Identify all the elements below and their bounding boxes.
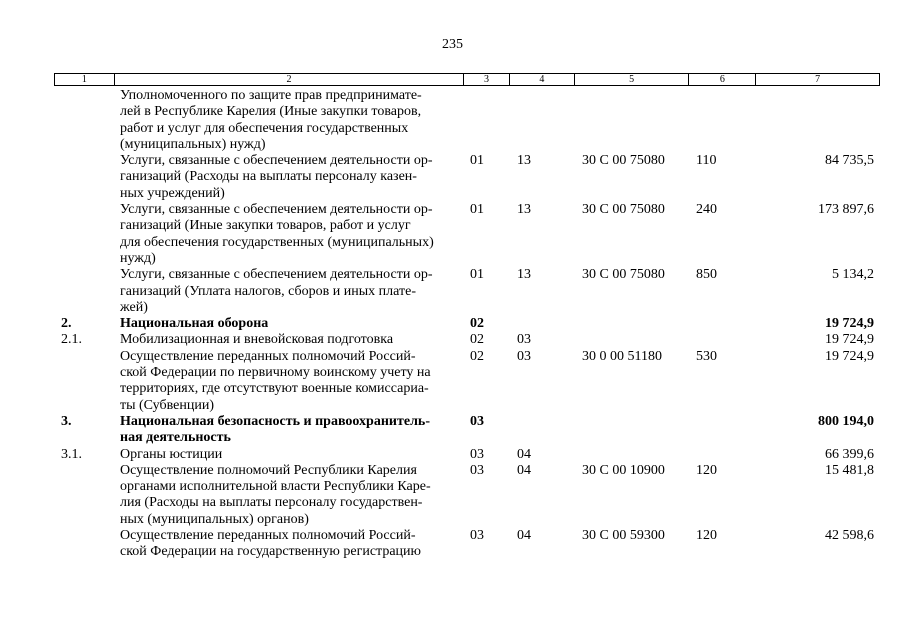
row-subsection-code: [510, 316, 575, 332]
row-expense-type-code: [690, 414, 757, 447]
row-number: [54, 528, 114, 561]
column-header-1: 1: [55, 74, 115, 85]
row-expense-type-code: [690, 88, 757, 153]
column-header-row: [54, 73, 880, 86]
row-target-code: 30 С 00 75080: [582, 153, 665, 169]
row-expense-type-code: 120: [696, 528, 717, 544]
row-subsection-code: 04: [517, 446, 531, 462]
row-name: Мобилизационная и вневойсковая подготовка: [120, 332, 394, 348]
row-target-code: [575, 447, 690, 463]
row-section-code: 02: [470, 348, 484, 364]
row-amount: 800 194,0: [818, 413, 874, 429]
row-amount: 42 598,6: [825, 528, 874, 544]
row-amount: 19 724,9: [825, 316, 874, 332]
row-section-code: 01: [470, 153, 484, 169]
row-section-code: 02: [470, 332, 484, 348]
row-section-code: 03: [470, 446, 484, 462]
table-row: [54, 88, 880, 153]
row-target-code: 30 0 00 51180: [582, 348, 662, 364]
row-section-code: 03: [470, 462, 484, 478]
row-subsection-code: [510, 414, 575, 447]
row-expense-type-code: [690, 447, 757, 463]
row-name: Органы юстиции: [120, 446, 223, 462]
table-row: [54, 447, 880, 463]
row-number: [54, 88, 114, 153]
row-name: Услуги, связанные с обеспечением деятельности ор- ганизаций (Расходы на выплаты персоналу казен- ных учреждений): [120, 153, 433, 201]
row-subsection-code: 04: [517, 462, 531, 478]
row-subsection-code: 03: [517, 332, 531, 348]
column-header-5: 5: [575, 74, 690, 85]
row-target-code: [575, 88, 690, 153]
row-amount: [757, 88, 880, 153]
row-expense-type-code: 850: [696, 267, 717, 283]
column-header-4: 4: [510, 74, 575, 85]
row-section-code: 02: [470, 316, 484, 332]
row-expense-type-code: 120: [696, 462, 717, 478]
row-target-code: 30 С 00 59300: [582, 528, 665, 544]
row-expense-type-code: 110: [696, 153, 717, 169]
row-section-code: 01: [470, 202, 484, 218]
row-name: Национальная оборона: [120, 316, 269, 332]
row-name: Осуществление полномочий Республики Карелия органами исполнительной власти Республики Каре- лия (Расходы на выплаты персоналу государствен- ных (муниципальных) органов): [120, 462, 431, 527]
row-expense-type-code: 240: [696, 202, 717, 218]
row-target-code: [575, 414, 690, 447]
row-section-code: 03: [470, 528, 484, 544]
row-name: Уполномоченного по защите прав предпринимате- лей в Республике Карелия (Иные закупки товаров, работ и услуг для обеспечения государственных (муниципальных) нужд): [120, 88, 422, 152]
row-subsection-code: 04: [517, 528, 531, 544]
column-header-7: 7: [815, 74, 821, 85]
table-row: [54, 153, 880, 202]
row-target-code: [575, 332, 690, 348]
row-amount: 84 735,5: [825, 153, 874, 169]
row-number: 2.: [61, 316, 72, 332]
row-target-code: 30 С 00 75080: [582, 267, 665, 283]
table-row: [54, 349, 880, 414]
page-number: 235: [442, 37, 463, 52]
row-subsection-code: 13: [517, 153, 531, 169]
row-amount: 173 897,6: [818, 202, 874, 218]
row-amount: 19 724,9: [825, 332, 874, 348]
row-subsection-code: 13: [517, 202, 531, 218]
row-number: 2.1.: [61, 332, 82, 348]
column-header-6: 6: [689, 74, 756, 85]
row-amount: 15 481,8: [825, 462, 874, 478]
row-section-code: 01: [470, 267, 484, 283]
row-number: 3.: [61, 413, 72, 429]
row-subsection-code: 03: [517, 348, 531, 364]
row-name: Услуги, связанные с обеспечением деятельности ор- ганизаций (Иные закупки товаров, работ и услуг для обеспечения государственных (муниципальных) нужд): [120, 202, 434, 266]
row-name: Национальная безопасность и правоохранитель- ная деятельность: [120, 413, 430, 446]
budget-table-body: [54, 88, 880, 561]
row-number: [54, 202, 114, 267]
table-row: [54, 202, 880, 267]
row-name: Осуществление переданных полномочий Россий- ской Федерации на государственную регистрацию: [120, 528, 421, 560]
row-amount: 66 399,6: [825, 446, 874, 462]
row-name: Услуги, связанные с обеспечением деятельности ор- ганизаций (Уплата налогов, сборов и иных плате- жей): [120, 267, 433, 315]
row-amount: 5 134,2: [832, 267, 874, 283]
table-row: [54, 316, 880, 332]
row-subsection-code: 13: [517, 267, 531, 283]
row-name: Осуществление переданных полномочий Россий- ской Федерации по первичному воинскому учету на территориях, где отсутствуют военные комиссариа- ты (Субвенции): [120, 348, 431, 413]
row-subsection-code: [510, 88, 575, 153]
row-section-code: [464, 88, 510, 153]
row-expense-type-code: [690, 332, 757, 348]
row-section-code: 03: [470, 413, 484, 429]
row-target-code: [575, 316, 690, 332]
row-number: [54, 349, 114, 414]
row-number: [54, 463, 114, 528]
row-amount: 19 724,9: [825, 348, 874, 364]
table-row: [54, 332, 880, 348]
column-header-3: 3: [464, 74, 510, 85]
row-number: [54, 267, 114, 316]
table-row: [54, 528, 880, 561]
table-row: [54, 463, 880, 528]
row-number: 3.1.: [61, 446, 82, 462]
row-number: [54, 153, 114, 202]
row-expense-type-code: 530: [696, 348, 717, 364]
table-row: [54, 414, 880, 447]
column-header-2: 2: [115, 74, 464, 85]
table-row: [54, 267, 880, 316]
row-target-code: 30 С 00 10900: [582, 462, 665, 478]
row-target-code: 30 С 00 75080: [582, 202, 665, 218]
row-expense-type-code: [690, 316, 757, 332]
